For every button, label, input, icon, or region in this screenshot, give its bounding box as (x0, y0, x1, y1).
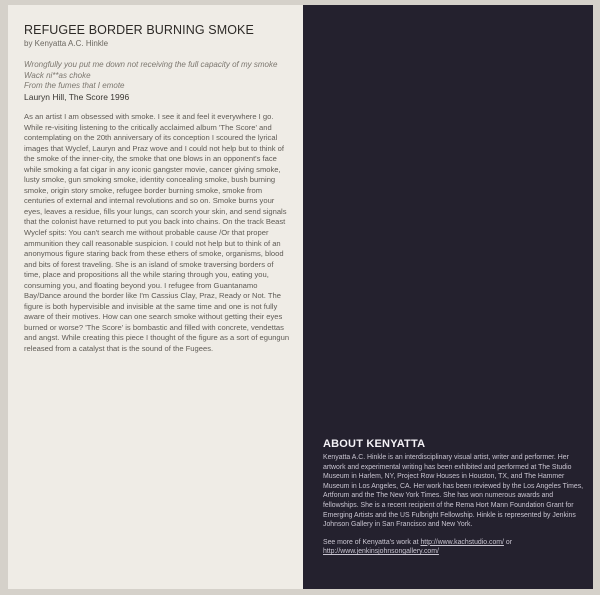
about-panel (303, 5, 593, 589)
about-heading: ABOUT KENYATTA (323, 438, 426, 450)
about-section (323, 438, 585, 557)
epigraph-source: Lauryn Hill, The Score 1996 (24, 91, 130, 102)
kachstudio-link[interactable]: http://www.kachstudio.com/ (420, 538, 504, 546)
epigraph-line: Wack ni**as choke (24, 70, 91, 80)
essay-panel (8, 5, 304, 589)
epigraph (24, 60, 290, 102)
about-bio: Kenyatta A.C. Hinkle is an interdisciplinary visual artist, writer and performer. Her artwork and experimental writing has been exhibited and performed at The Studio Museum in Harlem, NY, Project Row Houses in Houston, TX, and The Hammer Museum in Los Angeles, CA. Her work has been reviewed by the Los Angeles Times, Artforum and the The New York Times. She has won numerous awards and fellowships. She is a recent recipient of the Rema Hort Mann Foundation Grant for Emerging Artists and the US Fulbright Fellowship. Hinkle is represented by Jenkins Johnson Gallery in San Francisco and New York. (323, 454, 584, 529)
essay-byline: by Kenyatta A.C. Hinkle (24, 39, 109, 48)
essay-body: As an artist I am obsessed with smoke. I see it and feel it everywhere I go. While re-visiting listening to the critically acclaimed album 'The Score' and contemplating on the 20th anniversary of its conception I scoured the lyrical images that Wyclef, Lauryn and Praz wove and I could not help but to think of the smoke of the inner-city, the smoke that one blows in an opponent's face while smoking a fat cigar in any iconic gangster movie, cancer giving smoke, lusty smoke, gun smoking smoke, identity concealing smoke, bush burning smoke, origin story smoke, refugee border burning smoke, smoke from centuries of external and internal revolutions and so on. Smoke burns your eyes, leaves a residue, fills your lungs, can scorch your skin, and send signals that the colonist have returned to put you back into chains. On the track Beast Wyclef spits: You can't search me without probable cause /Or that proper ammunition they call reasonable suspicion. I could not help but to think of an anonymous figure staring back from these ethers of smoke, organisms, blood and bits of forest traveling. She is an island of smoke traversing borders of time, place and propositions all the while staring through you, eating you, consuming you, and floating beyond you. I refugee from Guantanamo Bay/Dance around the border like I'm Cassius Clay, Praz, Ready or Not. The figure is both hypervisible and invisible at the same time and one is not fully aware of their motives. How can one search smoke without getting their eyes burned or worse? 'The Score' is bombastic and filled with concrete, vendettas and angst. While creating this piece I thought of the figure as a sort of egungun released from a catalyst that is the sound of the Fugees. (24, 112, 290, 354)
epigraph-line: From the fumes that I emote (24, 81, 125, 90)
more-work-prefix: See more of Kenyatta's work at (323, 538, 421, 546)
gallery-link[interactable]: http://www.jenkinsjohnsongallery.com/ (323, 548, 439, 556)
essay-title: REFUGEE BORDER BURNING SMOKE (24, 23, 254, 37)
more-work-line (323, 538, 585, 557)
more-work-mid: or (503, 538, 512, 546)
epigraph-line: Wrongfully you put me down not receiving the full capacity of my smoke (24, 60, 278, 69)
